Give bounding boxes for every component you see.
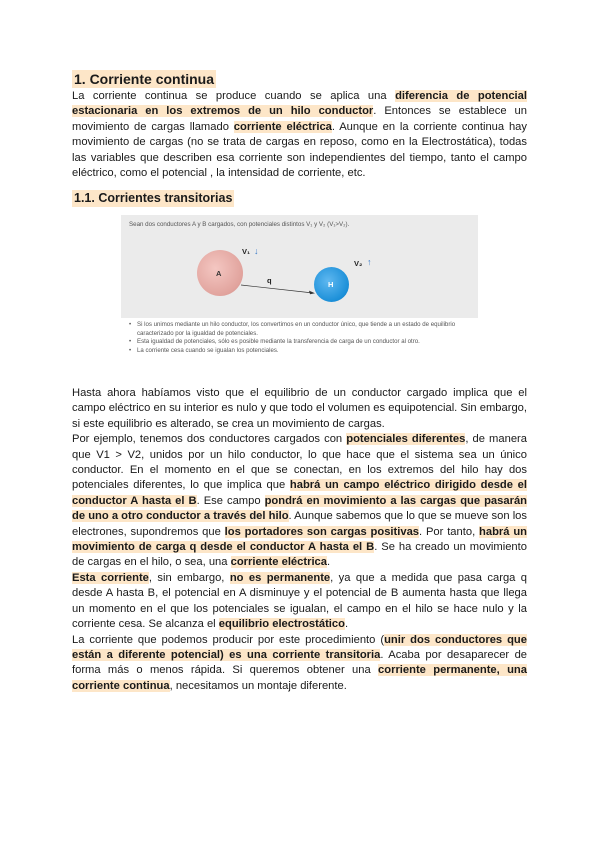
highlighted-text: habrá un movimiento de carga q desde el conductor A hasta el B xyxy=(72,525,527,554)
highlighted-text: potenciales diferentes xyxy=(346,433,466,446)
potential-v2-label: V₂ xyxy=(354,259,363,268)
arrow-down-icon: ↓ xyxy=(254,246,259,256)
conductor-b-label: H xyxy=(328,280,334,289)
section-heading-corriente-continua: 1. Corriente continua xyxy=(74,71,215,87)
figure-diagram-area xyxy=(121,215,478,318)
figure-bullet: • Esta igualdad de potenciales, sólo es posible mediante la transferencia de carga de un conductor al otro. xyxy=(137,338,477,347)
potential-v1-label: V₁ xyxy=(242,247,251,256)
charge-q-label: q xyxy=(267,276,272,285)
highlighted-text: corriente permanente, una corriente continua xyxy=(72,664,527,692)
highlighted-text: los portadores son cargas positivas xyxy=(224,525,420,538)
highlighted-text: corriente eléctrica xyxy=(233,120,332,133)
figure-caption: Sean dos conductores A y B cargados, con potenciales distintos V₁ y V₂ (V₁>V₂). xyxy=(129,221,350,228)
highlighted-text: habrá un campo eléctrico dirigido desde el conductor A hasta el B xyxy=(72,479,527,507)
figure-bullet: • Si los unimos mediante un hilo conductor, los convertimos en un conductor único, que tiende a un estado de equilibrio caracterizado por la igualdad de potenciales. xyxy=(137,321,477,338)
intro-paragraph: La corriente continua se produce cuando se aplica una diferencia de potencial estacionaria en los extremos de un hilo conductor. Entonces se establece un movimiento de cargas llamado corriente eléctrica. Aunque en la corriente continua hay movimiento de cargas (no se trata de cargas en reposo, como en la Electrostática), todas las variables que describen esa corriente son independientes del tiempo, tanto el campo eléctrico, como el potencial , la intensidad de corriente, etc. xyxy=(72,90,527,180)
highlighted-text: pondrá en movimiento a las cargas que pasarán de uno a otro conductor a través del hilo xyxy=(72,494,527,523)
highlighted-text: corriente eléctrica xyxy=(230,556,327,569)
figure-bullet: • La corriente cesa cuando se igualan los potenciales. xyxy=(137,347,477,356)
highlighted-text: unir dos conductores que están a diferente potencial) es una corriente transitoria xyxy=(72,633,527,661)
conductor-a-label: A xyxy=(216,269,222,278)
arrow-up-icon: ↑ xyxy=(367,257,372,267)
figure-bullet-list xyxy=(127,321,477,355)
highlighted-text: Esta corriente xyxy=(72,571,149,584)
highlighted-text: diferencia de potencial estacionaria en los extremos de un hilo conductor xyxy=(72,90,527,118)
highlighted-text: no es permanente xyxy=(229,571,331,584)
charge-flow-arrow-icon xyxy=(239,283,319,295)
highlighted-text: equilibrio electrostático xyxy=(218,618,345,631)
conductors-figure xyxy=(121,215,478,372)
subsection-heading-corrientes-transitorias: 1.1. Corrientes transitorias xyxy=(74,191,233,205)
body-paragraphs: Hasta ahora habíamos visto que el equilibrio de un conductor cargado implica que el campo eléctrico en su interior es nulo y que todo el volumen es equipotencial. Sin embargo, si este equilibrio es alterado, se crea un movimiento de cargas. Por ejemplo, tenemos dos conductores cargados con potenciales diferentes, de manera que V1 > V2, unidos por un hilo conductor, lo que hace que el sistema sea un único conductor. En el momento en el que se conectan, en los extremos del hilo hay dos potenciales diferentes, lo que implica que habrá un campo eléctrico dirigido desde el conductor A hasta el B. Ese campo pondrá en movimiento a las cargas que pasarán de uno a otro conductor a través del hilo. Aunque sabemos que lo que se mueve son los electrones, supondremos que los portadores son cargas positivas. Por tanto, habrá un movimiento de carga q desde el conductor A hasta el B. Se ha creado un movimiento de cargas en el hilo, o sea, una corriente eléctrica. Esta corriente, sin embargo, no es permanente, ya que a medida que pasa carga q desde A hasta B, el potencial en A disminuye y el potencial de B aumenta hasta que llega un momento en el que los potenciales se igualan, el campo en el hilo se hace nulo y la corriente cesa. Se alcanza el equilibrio electrostático. La corriente que podemos producir por este procedimiento (unir dos conductores que están a diferente potencial) es una corriente transitoria. Acaba por desaparecer de forma más o menos rápida. Si queremos obtener una corriente permanente, una corriente continua, necesitamos un montaje diferente. xyxy=(72,387,528,692)
